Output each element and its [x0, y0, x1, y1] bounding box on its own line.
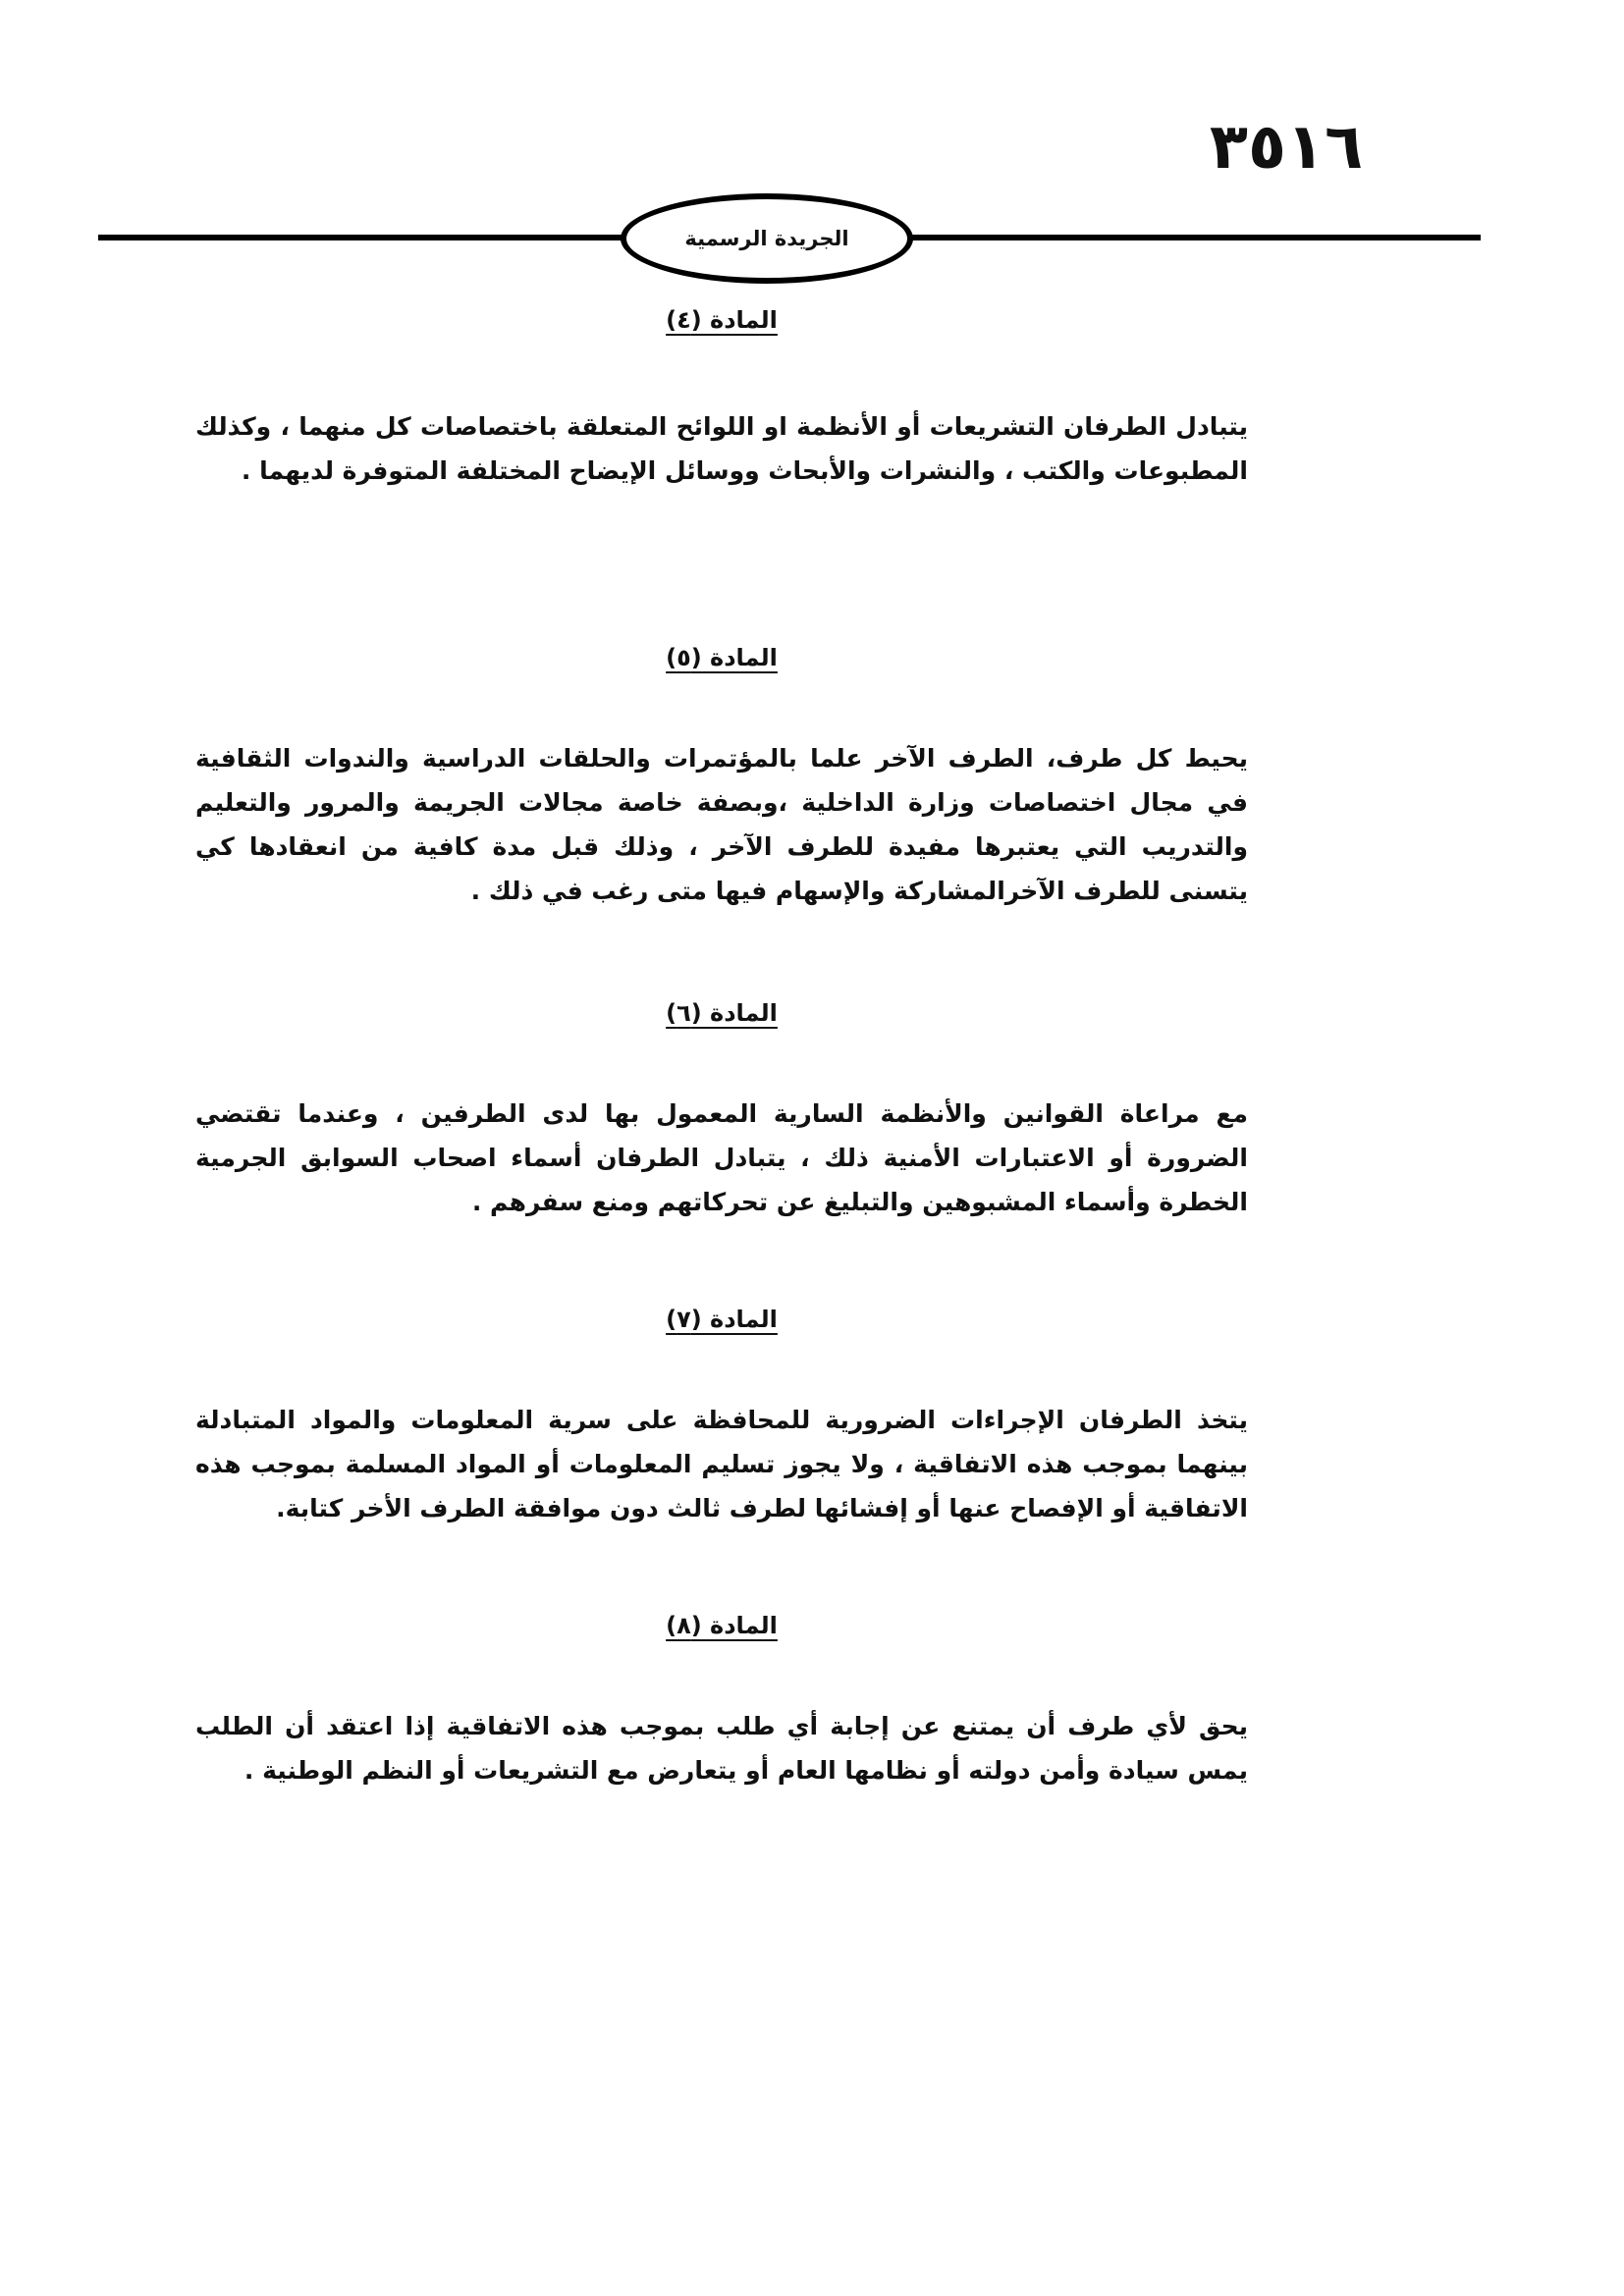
article-body: يتبادل الطرفان التشريعات أو الأنظمة او اللوائح المتعلقة باختصاصات كل منهما ، وكذلك المطبوعات والكتب ، والنشرات والأبحاث ووسائل الإيضاح المختلفة المتوفرة لديهما . — [195, 412, 1248, 485]
publication-name: الجريدة الرسمية — [684, 227, 849, 250]
page-number: ٣٥١٦ — [1209, 111, 1364, 184]
article-title: المادة (٦) — [666, 999, 778, 1027]
article-body: مع مراعاة القوانين والأنظمة السارية المعمول بها لدى الطرفين ، وعندما تقتضي الضرورة أو الاعتبارات الأمنية ذلك ، يتبادل الطرفان أسماء اصحاب السوابق الجرمية الخطرة وأسماء المشبوهين والتبليغ عن تحركاتهم ومنع سفرهم . — [195, 1099, 1248, 1216]
publication-emblem — [621, 193, 913, 284]
article-title: المادة (٤) — [666, 306, 778, 334]
article-title: المادة (٨) — [666, 1612, 778, 1639]
article-6 — [195, 999, 1248, 1224]
article-5 — [195, 644, 1248, 913]
article-title: المادة (٧) — [666, 1306, 778, 1333]
article-4 — [195, 306, 1248, 493]
article-body: يتخذ الطرفان الإجراءات الضرورية للمحافظة على سرية المعلومات والمواد المتبادلة بينهما بموجب هذه الاتفاقية ، ولا يجوز تسليم المعلومات أو المواد المسلمة بموجب هذه الاتفاقية أو الإفصاح عنها أو إفشائها لطرف ثالث دون موافقة الطرف الأخر كتابة. — [195, 1406, 1248, 1522]
article-8 — [195, 1612, 1248, 1792]
article-body: يحيط كل طرف، الطرف الآخر علما بالمؤتمرات والحلقات الدراسية والندوات الثقافية في مجال اختصاصات وزارة الداخلية ،وبصفة خاصة مجالات الجريمة والمرور والتعليم والتدريب التي يعتبرها مفيدة للطرف الآخر ، وذلك قبل مدة كافية من انعقادها كي يتسنى للطرف الآخرالمشاركة والإسهام فيها متى رغب في ذلك . — [195, 744, 1248, 905]
article-7 — [195, 1306, 1248, 1530]
article-title: المادة (٥) — [666, 644, 778, 671]
article-body: يحق لأي طرف أن يمتنع عن إجابة أي طلب بموجب هذه الاتفاقية إذا اعتقد أن الطلب يمس سيادة وأمن دولته أو نظامها العام أو يتعارض مع التشريعات أو النظم الوطنية . — [195, 1712, 1248, 1785]
